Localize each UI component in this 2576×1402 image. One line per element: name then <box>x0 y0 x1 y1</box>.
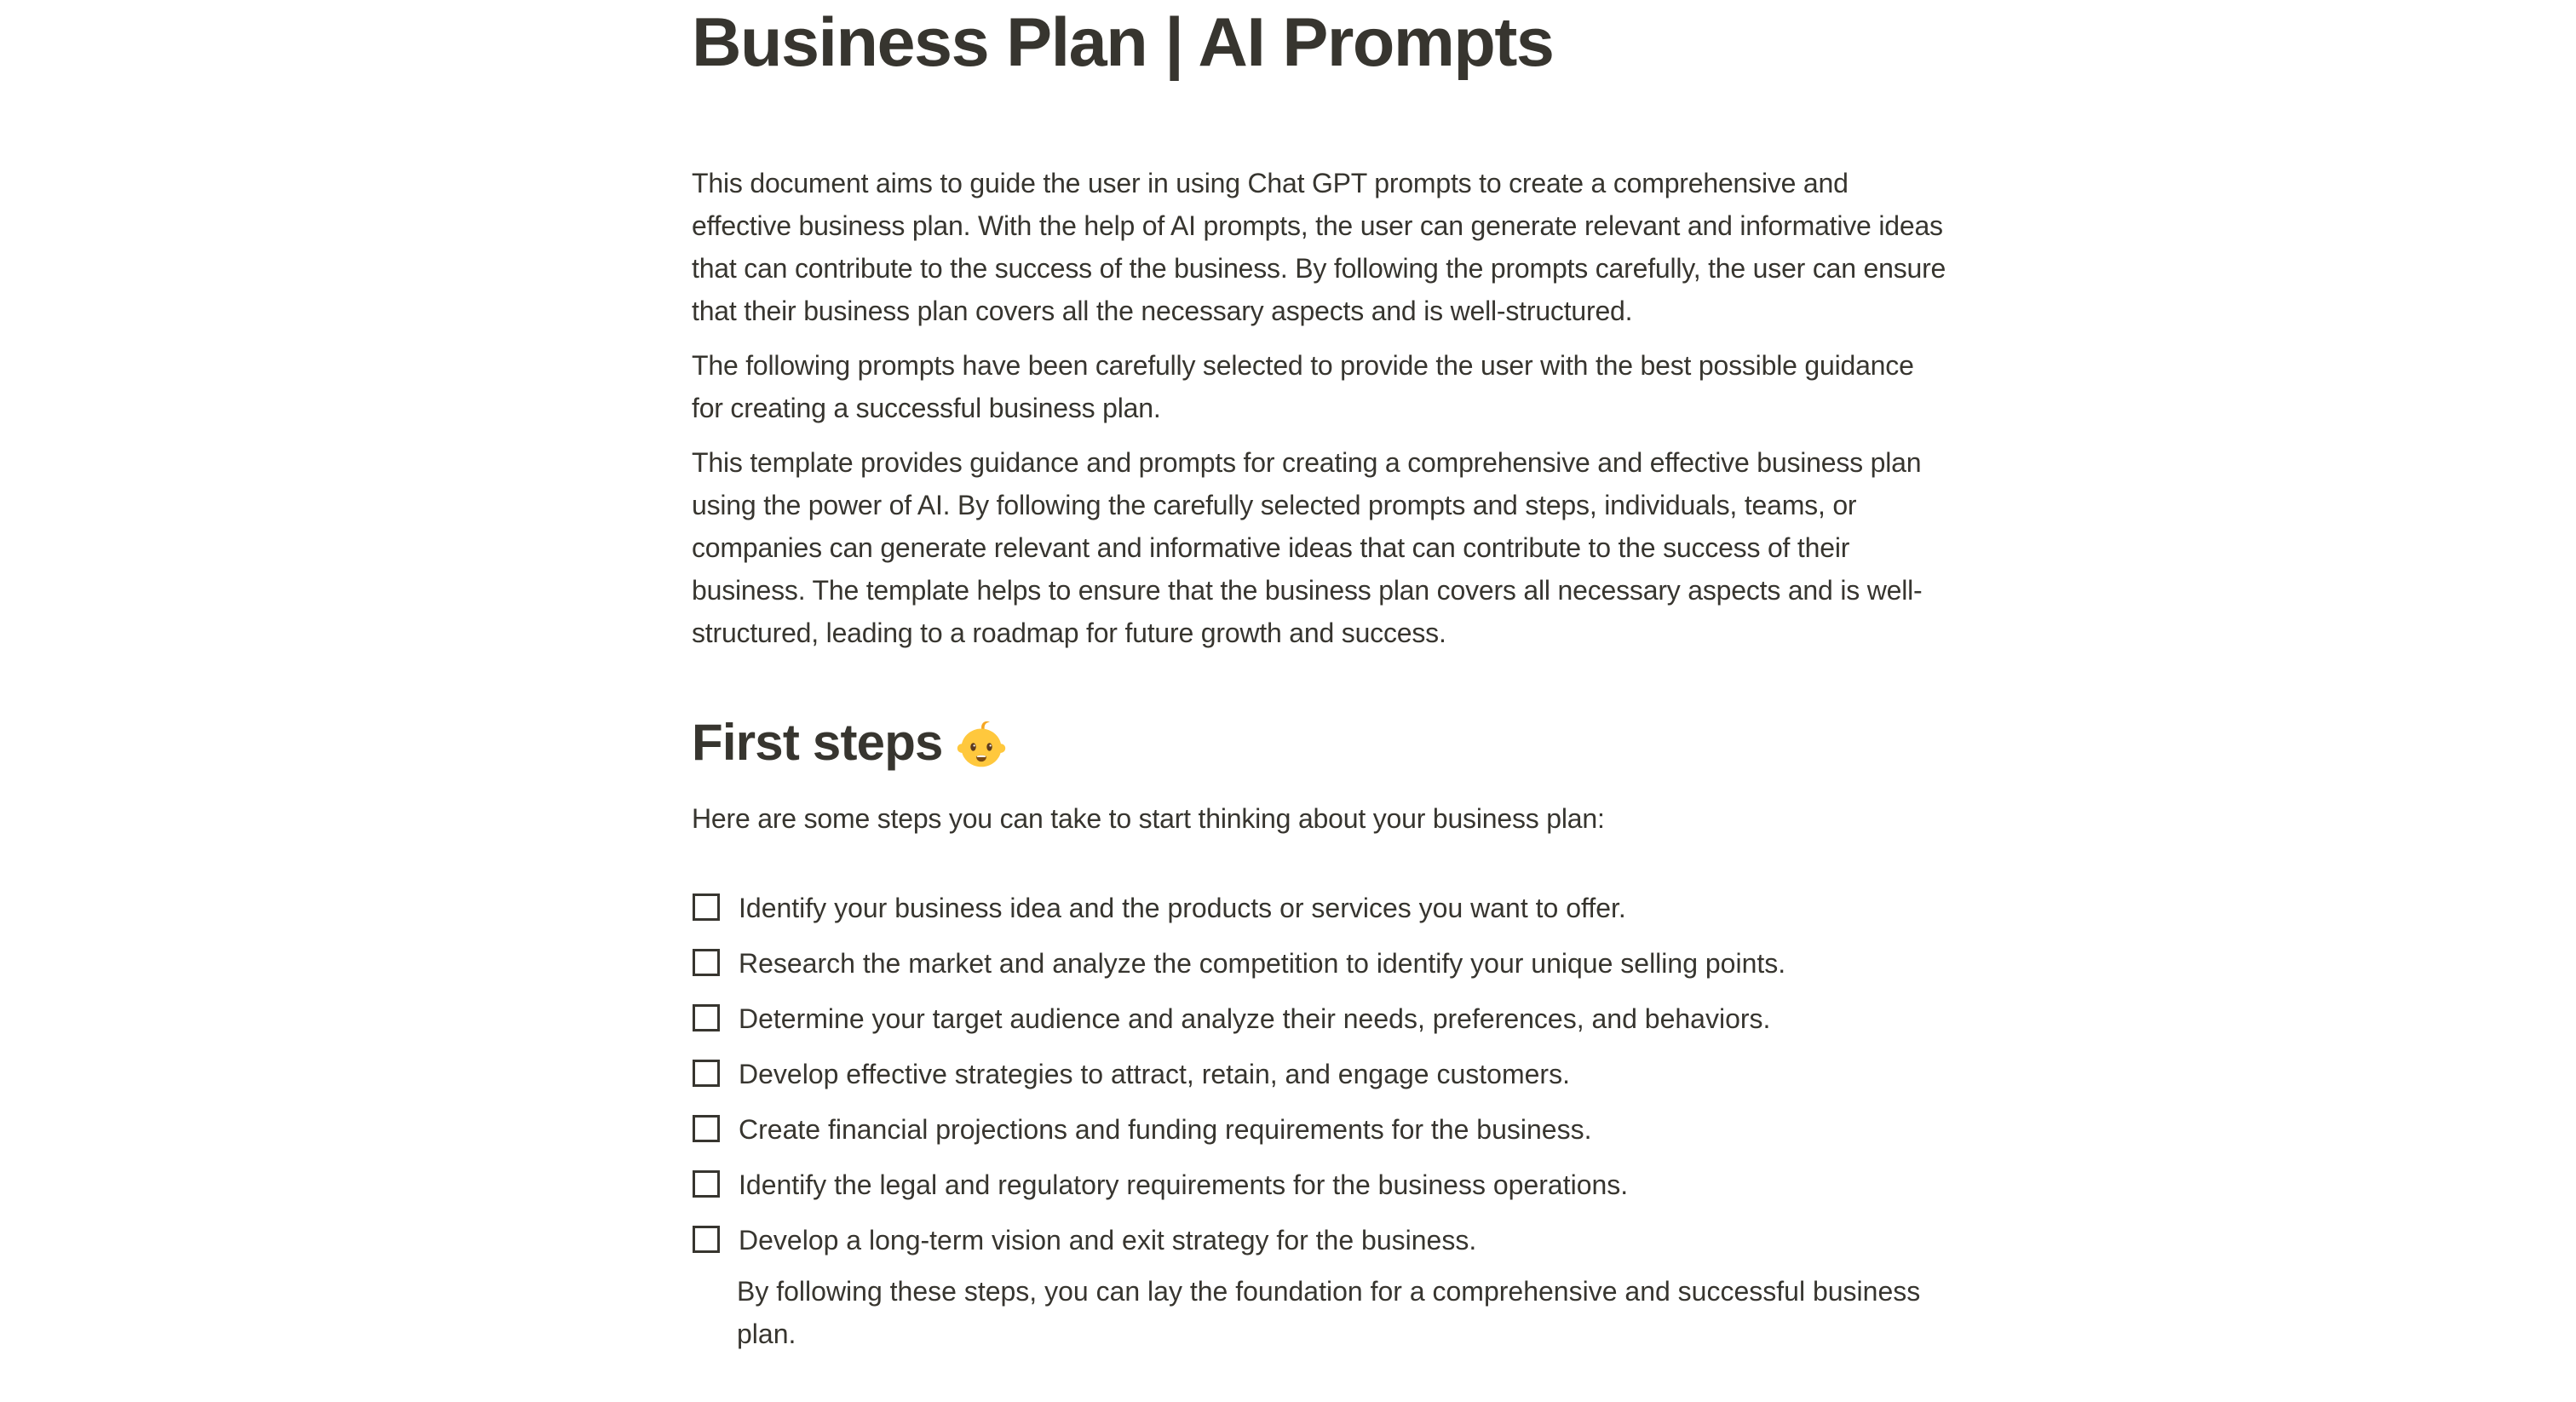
first-steps-heading <box>690 704 1949 781</box>
page-title[interactable]: Business Plan | AI Prompts <box>692 4 1554 81</box>
content-column <box>690 2 1949 1359</box>
todo-checkbox-1[interactable] <box>693 893 720 921</box>
intro-paragraph-1: This document aims to guide the user in using Chat GPT prompts to create a comprehensive and effective business plan. With the help of AI prompts, the user can generate relevant and informative ideas that can contribute to the success of the business. By following the prompts carefully, the user can ensure that their business plan covers all the necessary aspects and is well-structured. <box>692 168 1946 326</box>
intro-paragraph-2: The following prompts have been carefully selected to provide the user with the best possible guidance for creating a successful business plan. <box>692 350 1914 423</box>
todo-item-6 <box>690 1160 1949 1210</box>
todo-item-2 <box>690 939 1949 988</box>
todo-label-5: Create financial projections and funding requirements for the business. <box>739 1114 1592 1145</box>
todo-label-1: Identify your business idea and the products or services you want to offer. <box>739 893 1626 923</box>
checklist-lead: Here are some steps you can take to start thinking about your business plan: <box>692 803 1605 834</box>
todo-item-7 <box>690 1215 1949 1265</box>
todo-checkbox-2[interactable] <box>693 949 720 976</box>
intro-section <box>690 156 1949 660</box>
todo-checkbox-7[interactable] <box>693 1226 720 1253</box>
todo-item-3 <box>690 994 1949 1043</box>
todo-label-3: Determine your target audience and analyze their needs, preferences, and behaviors. <box>739 1003 1771 1034</box>
todo-item-5 <box>690 1105 1949 1154</box>
todo-checkbox-3[interactable] <box>693 1004 720 1031</box>
baby-emoji-icon <box>957 720 1006 769</box>
first-steps-heading-text: First steps <box>692 714 943 771</box>
todo-label-7: Develop a long-term vision and exit strategy for the business. <box>739 1225 1477 1255</box>
todo-checkbox-5[interactable] <box>693 1115 720 1142</box>
todo-item-1 <box>690 883 1949 933</box>
todo-label-2: Research the market and analyze the competition to identify your unique selling points. <box>739 948 1786 979</box>
intro-paragraph-3: This template provides guidance and prompts for creating a comprehensive and effective business plan using the power of AI. By following the carefully selected prompts and steps, individuals, teams, or companies can generate relevant and informative ideas that can contribute to the success of their business. The template helps to ensure that the business plan covers all necessary aspects and is well-structured, leading to a roadmap for future growth and success. <box>692 447 1923 648</box>
todo-checkbox-6[interactable] <box>693 1170 720 1198</box>
todo-item-4 <box>690 1049 1949 1099</box>
todo-checkbox-4[interactable] <box>693 1060 720 1087</box>
todo-label-4: Develop effective strategies to attract, retain, and engage customers. <box>739 1059 1570 1089</box>
checklist-footer-note: By following these steps, you can lay the foundation for a comprehensive and successful business plan. <box>737 1276 1921 1349</box>
todo-label-6: Identify the legal and regulatory requirements for the business operations. <box>739 1169 1629 1200</box>
checklist <box>690 883 1949 1359</box>
